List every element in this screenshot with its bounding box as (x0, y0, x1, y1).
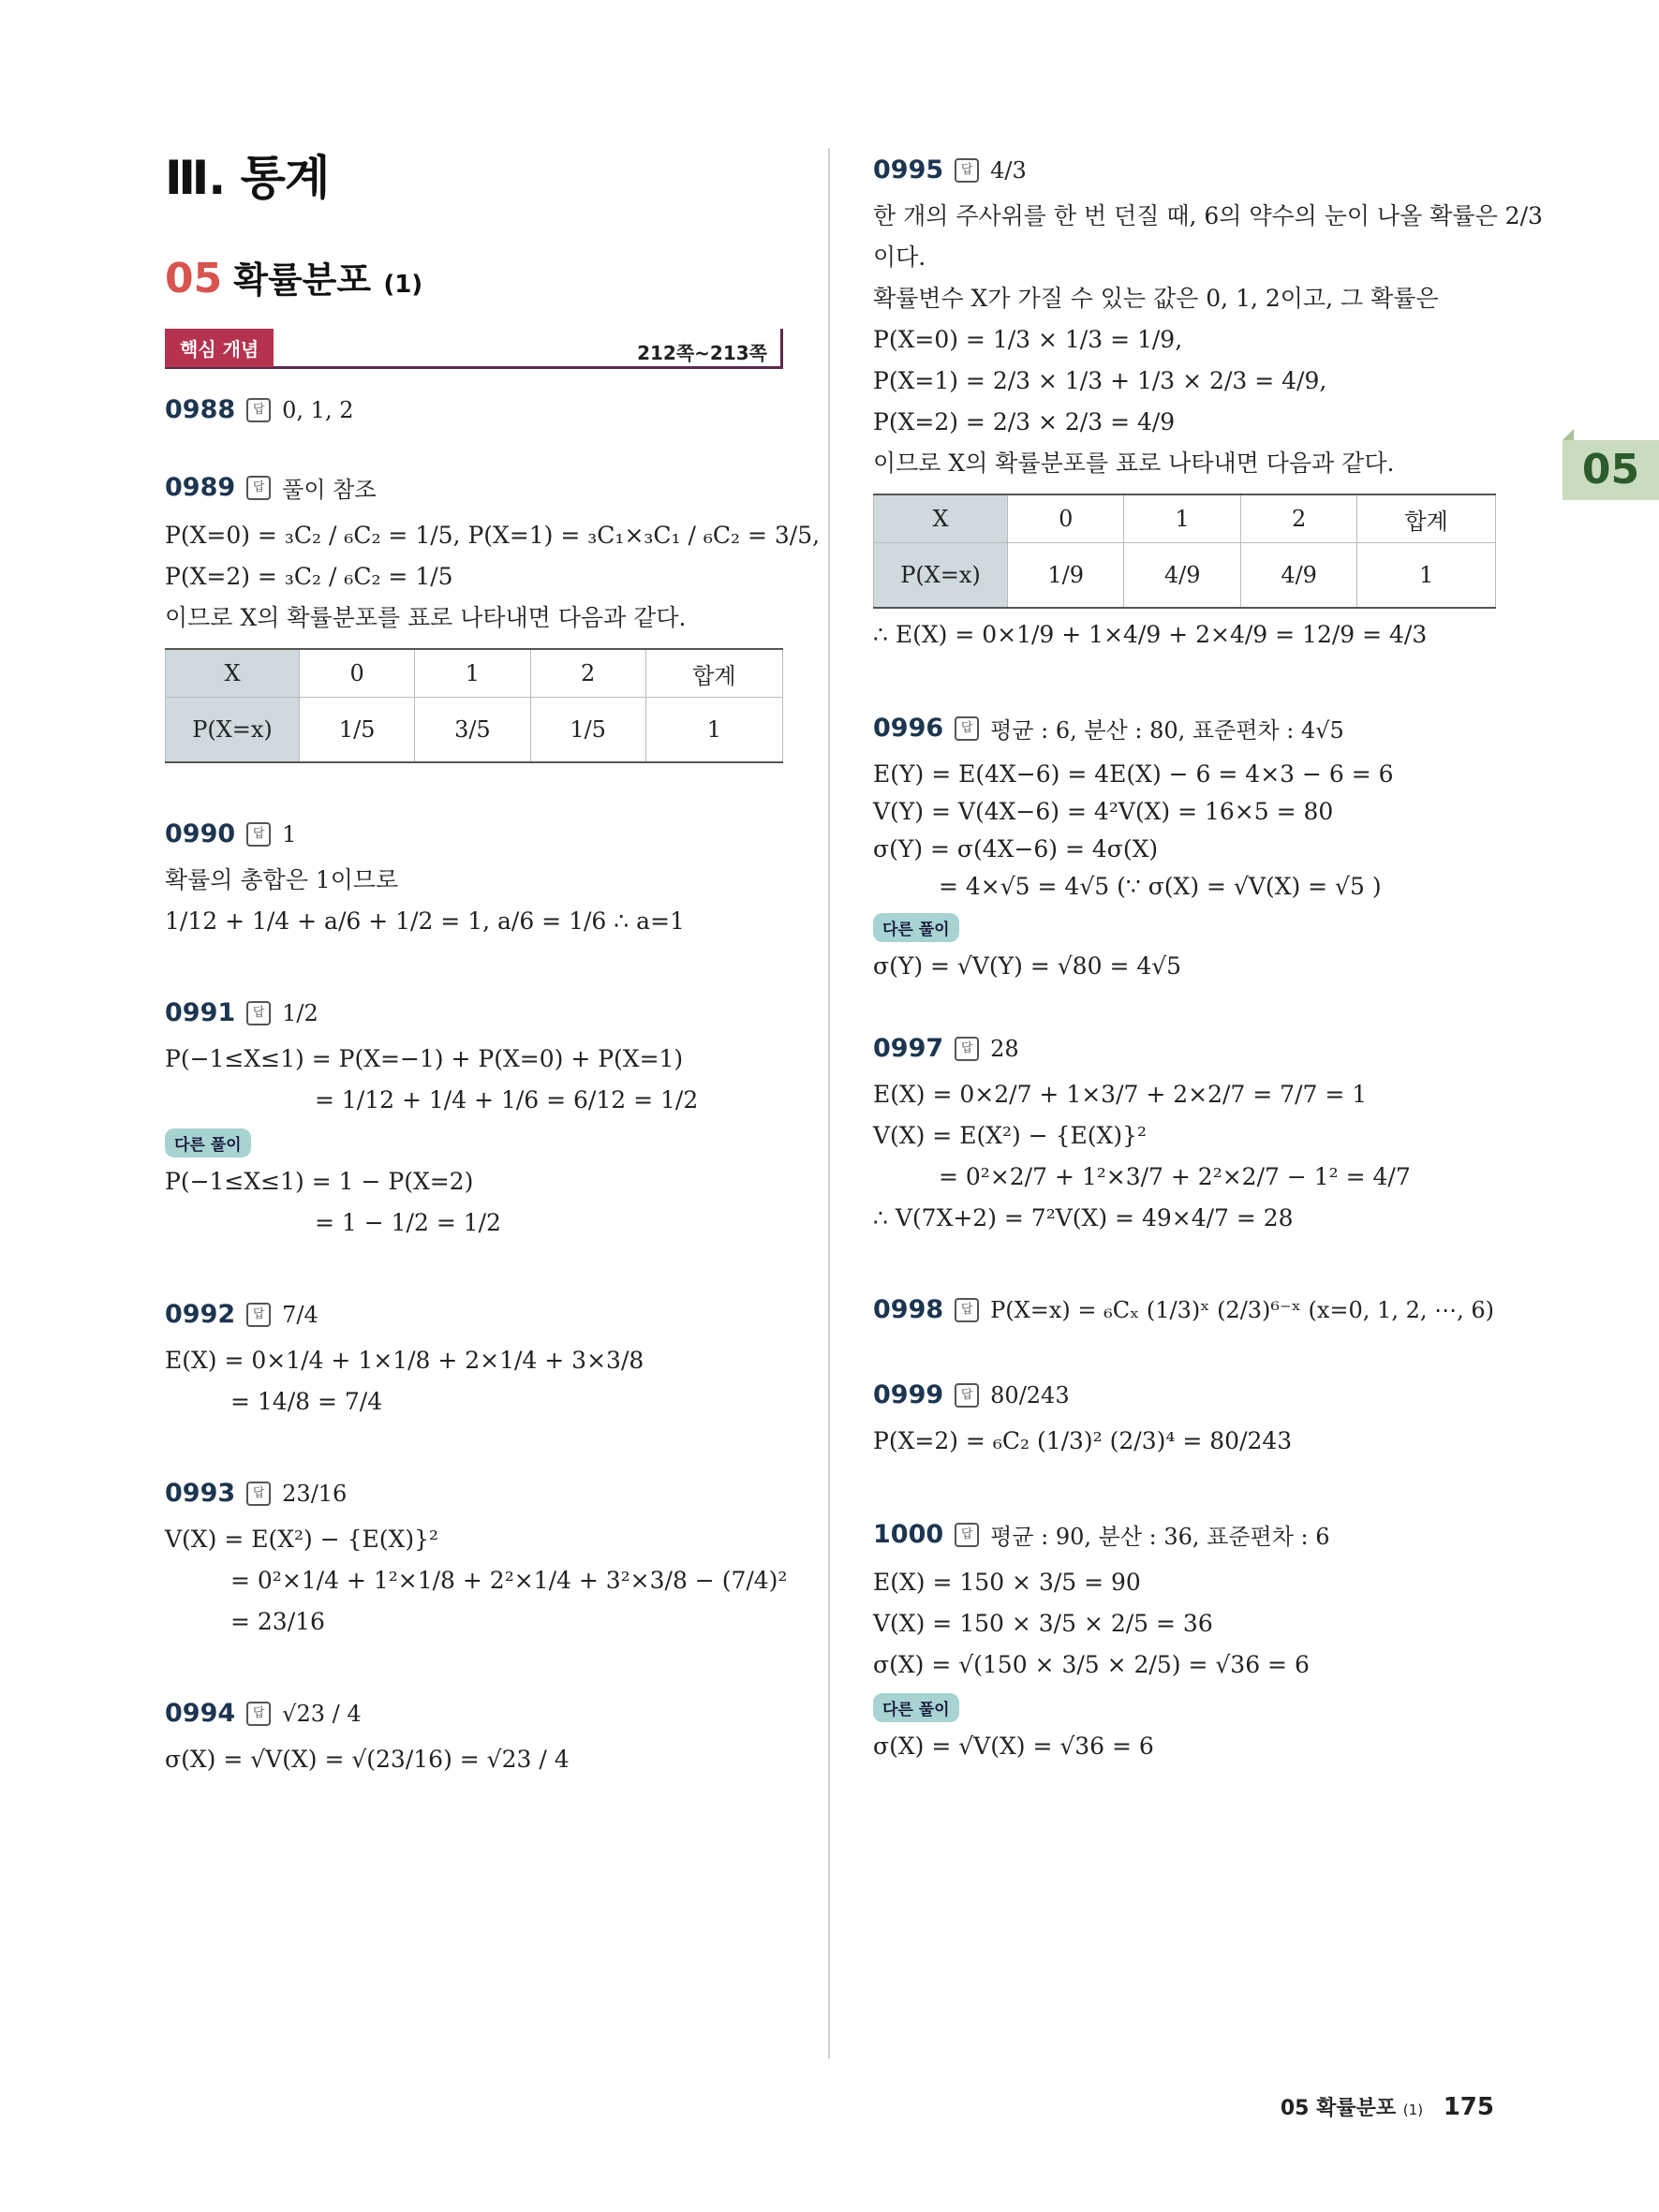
solution-line: E(X) = 150 × 3/5 = 90 (873, 1569, 1141, 1596)
answer-icon: 답 (246, 398, 271, 422)
table-cell: 1 (645, 698, 782, 763)
problem-0990 (165, 819, 783, 942)
table-cell: 1/5 (300, 698, 415, 763)
problem-0997 (873, 1034, 1496, 1239)
solution-line: P(X=0) = 1/3 × 1/3 = 1/9, (873, 326, 1183, 353)
solution-line: ∴ E(X) = 0×1/9 + 1×4/9 + 2×4/9 = 12/9 = 4/3 (873, 621, 1428, 648)
alt-solution-line: σ(Y) = √V(Y) = √80 = 4√5 (873, 952, 1182, 980)
answer-value: 4/3 (990, 156, 1027, 184)
distribution-table (873, 494, 1496, 609)
solution-line: = 1/12 + 1/4 + 1/6 = 6/12 = 1/2 (315, 1086, 699, 1113)
problem-0996 (873, 712, 1496, 987)
solution-line: σ(Y) = σ(4X−6) = 4σ(X) (873, 835, 1159, 863)
concept-bar (165, 329, 783, 369)
problem-number: 0989 (165, 473, 236, 502)
answer-icon: 답 (246, 1702, 271, 1726)
answer-value: 80/243 (990, 1381, 1070, 1408)
problem-number: 0990 (165, 819, 236, 848)
table-header-cell: 1 (415, 649, 530, 698)
answer-icon: 답 (955, 158, 979, 183)
solution-line: 이므로 X의 확률분포를 표로 나타내면 다음과 같다. (873, 450, 1395, 477)
solution-line: 이다. (873, 243, 926, 271)
column-divider (828, 148, 830, 2058)
solution-line: E(Y) = E(4X−6) = 4E(X) − 6 = 4×3 − 6 = 6 (873, 760, 1394, 788)
answer-value: 1 (282, 820, 297, 848)
answer-value: 0, 1, 2 (282, 396, 354, 423)
table-cell: 1/9 (1008, 543, 1124, 609)
table-header-cell: 0 (1008, 494, 1124, 543)
table-header-cell: 2 (1240, 494, 1356, 543)
problem-number: 1000 (873, 1520, 944, 1549)
answer-value: 평균 : 90, 분산 : 36, 표준편차 : 6 (990, 1524, 1330, 1550)
table-cell: P(X=x) (166, 698, 300, 763)
concept-pages: 212쪽~213쪽 (637, 342, 767, 364)
alternative-solution-label: 다른 풀이 (873, 913, 959, 942)
answer-icon: 답 (246, 476, 271, 500)
page-footer (1281, 2092, 1494, 2121)
solution-line: V(X) = E(X²) − {E(X)}² (165, 1526, 439, 1553)
table-cell: 1/5 (530, 698, 645, 763)
solution-line: 이므로 X의 확률분포를 표로 나타내면 다음과 같다. (165, 604, 687, 631)
problem-number: 0995 (873, 155, 944, 184)
table-header-cell: 합계 (1357, 494, 1496, 543)
answer-icon: 답 (246, 1482, 271, 1506)
solution-line: V(Y) = V(4X−6) = 4²V(X) = 16×5 = 80 (873, 798, 1334, 825)
problem-number: 0996 (873, 714, 944, 743)
answer-value: 1/2 (282, 999, 318, 1026)
chapter-number: 05 (165, 255, 223, 302)
solution-line: σ(X) = √V(X) = √(23/16) = √23 / 4 (165, 1746, 570, 1773)
answer-icon: 답 (246, 1303, 271, 1327)
solution-line: P(X=0) = ₃C₂ / ₆C₂ = 1/5, P(X=1) = ₃C₁×₃C₁ / ₆C₂ = 3/5, (165, 522, 821, 549)
answer-icon: 답 (955, 1298, 979, 1322)
left-column (165, 140, 821, 1780)
answer-icon: 답 (246, 822, 271, 847)
footer-chapter: 05 확률분포 (1280, 2097, 1397, 2120)
solution-line: 한 개의 주사위를 한 번 던질 때, 6의 약수의 눈이 나올 확률은 2/3 (873, 202, 1543, 229)
chapter-part: (1) (383, 271, 423, 299)
problem-0989 (165, 471, 821, 763)
answer-icon: 답 (955, 1037, 979, 1061)
table-header-cell: 1 (1124, 494, 1240, 543)
table-header-cell: X (166, 649, 300, 698)
answer-value: 7/4 (282, 1301, 318, 1328)
answer-value: 평균 : 6, 분산 : 80, 표준편차 : 4√5 (990, 717, 1344, 744)
problem-0993 (165, 1479, 788, 1643)
unit-title: Ⅲ. 통계 (165, 151, 330, 205)
solution-line: 확률변수 X가 가질 수 있는 값은 0, 1, 2이고, 그 확률은 (873, 285, 1439, 312)
alternative-solution-label: 다른 풀이 (165, 1128, 251, 1158)
answer-icon: 답 (955, 1383, 979, 1408)
answer-value: √23 / 4 (282, 1700, 362, 1727)
problem-number: 0994 (165, 1699, 236, 1728)
problem-0995 (873, 155, 1543, 656)
page-number: 175 (1443, 2093, 1494, 2121)
problem-0998 (873, 1295, 1496, 1324)
chapter-heading (165, 251, 783, 302)
problem-number: 0988 (165, 395, 236, 424)
answer-value: 23/16 (282, 1480, 348, 1507)
solution-line: = 23/16 (230, 1608, 325, 1635)
footer-part: (1) (1402, 2101, 1424, 2118)
problem-number: 0993 (165, 1479, 236, 1508)
right-column (873, 140, 1543, 1767)
problem-1000 (873, 1518, 1496, 1767)
solution-line: σ(X) = √(150 × 3/5 × 2/5) = √36 = 6 (873, 1651, 1310, 1678)
table-header-cell: X (874, 494, 1008, 543)
answer-icon: 답 (955, 716, 979, 741)
solution-line: 확률의 총합은 1이므로 (165, 866, 399, 893)
solution-line: P(X=2) = 2/3 × 2/3 = 4/9 (873, 408, 1176, 435)
chapter-title: 확률분포 (233, 259, 372, 301)
problem-0999 (873, 1380, 1496, 1462)
solution-line: P(−1≤X≤1) = P(X=−1) + P(X=0) + P(X=1) (165, 1045, 684, 1072)
concept-tag: 핵심 개념 (165, 329, 274, 367)
solution-line: V(X) = E(X²) − {E(X)}² (873, 1122, 1148, 1149)
problem-0988 (165, 395, 783, 424)
problem-0992 (165, 1300, 783, 1423)
alt-solution-line: = 1 − 1/2 = 1/2 (315, 1209, 501, 1236)
solution-line: P(X=2) = ₃C₂ / ₆C₂ = 1/5 (165, 563, 453, 590)
table-cell: 4/9 (1240, 543, 1356, 609)
table-header-cell: 합계 (645, 649, 782, 698)
problem-number: 0998 (873, 1295, 944, 1324)
solution-line: E(X) = 0×1/4 + 1×1/8 + 2×1/4 + 3×3/8 (165, 1347, 644, 1374)
table-cell: 1 (1357, 543, 1496, 609)
alt-solution-line: σ(X) = √V(X) = √36 = 6 (873, 1733, 1154, 1760)
problem-number: 0991 (165, 998, 236, 1027)
answer-icon: 답 (246, 1001, 271, 1025)
table-cell: P(X=x) (874, 543, 1008, 609)
solution-line: E(X) = 0×2/7 + 1×3/7 + 2×2/7 = 7/7 = 1 (873, 1081, 1368, 1108)
alt-solution-line: P(−1≤X≤1) = 1 − P(X=2) (165, 1168, 474, 1195)
solution-line: P(X=1) = 2/3 × 1/3 + 1/3 × 2/3 = 4/9, (873, 367, 1327, 394)
solution-line: = 0²×2/7 + 1²×3/7 + 2²×2/7 − 1² = 4/7 (939, 1163, 1411, 1190)
answer-value: 28 (990, 1035, 1019, 1062)
answer-value: 풀이 참조 (282, 477, 377, 503)
chapter-side-tab: 05 (1563, 440, 1659, 500)
problem-0991 (165, 998, 783, 1244)
solution-line: = 4×√5 = 4√5 (∵ σ(X) = √V(X) = √5 ) (939, 873, 1382, 900)
solution-line: V(X) = 150 × 3/5 × 2/5 = 36 (873, 1610, 1213, 1637)
solution-line: ∴ V(7X+2) = 7²V(X) = 49×4/7 = 28 (873, 1204, 1294, 1231)
problem-number: 0992 (165, 1300, 236, 1329)
solution-line: = 14/8 = 7/4 (230, 1388, 383, 1415)
problem-number: 0999 (873, 1380, 944, 1409)
answer-value: P(X=x) = ₆Cₓ (1/3)ˣ (2/3)⁶⁻ˣ (x=0, 1, 2, ⋯, 6) (990, 1296, 1494, 1323)
alternative-solution-label: 다른 풀이 (873, 1693, 959, 1722)
solution-line: P(X=2) = ₆C₂ (1/3)² (2/3)⁴ = 80/243 (873, 1427, 1293, 1454)
problem-number: 0997 (873, 1034, 944, 1063)
solution-line: = 0²×1/4 + 1²×1/8 + 2²×1/4 + 3²×3/8 − (7/4)² (230, 1567, 788, 1594)
problem-0994 (165, 1699, 783, 1780)
answer-icon: 답 (955, 1523, 979, 1547)
table-header-cell: 2 (530, 649, 645, 698)
solution-line: 1/12 + 1/4 + a/6 + 1/2 = 1, a/6 = 1/6 ∴ a=1 (165, 907, 685, 935)
distribution-table (165, 648, 783, 763)
table-header-cell: 0 (300, 649, 415, 698)
table-cell: 3/5 (415, 698, 530, 763)
table-cell: 4/9 (1124, 543, 1240, 609)
